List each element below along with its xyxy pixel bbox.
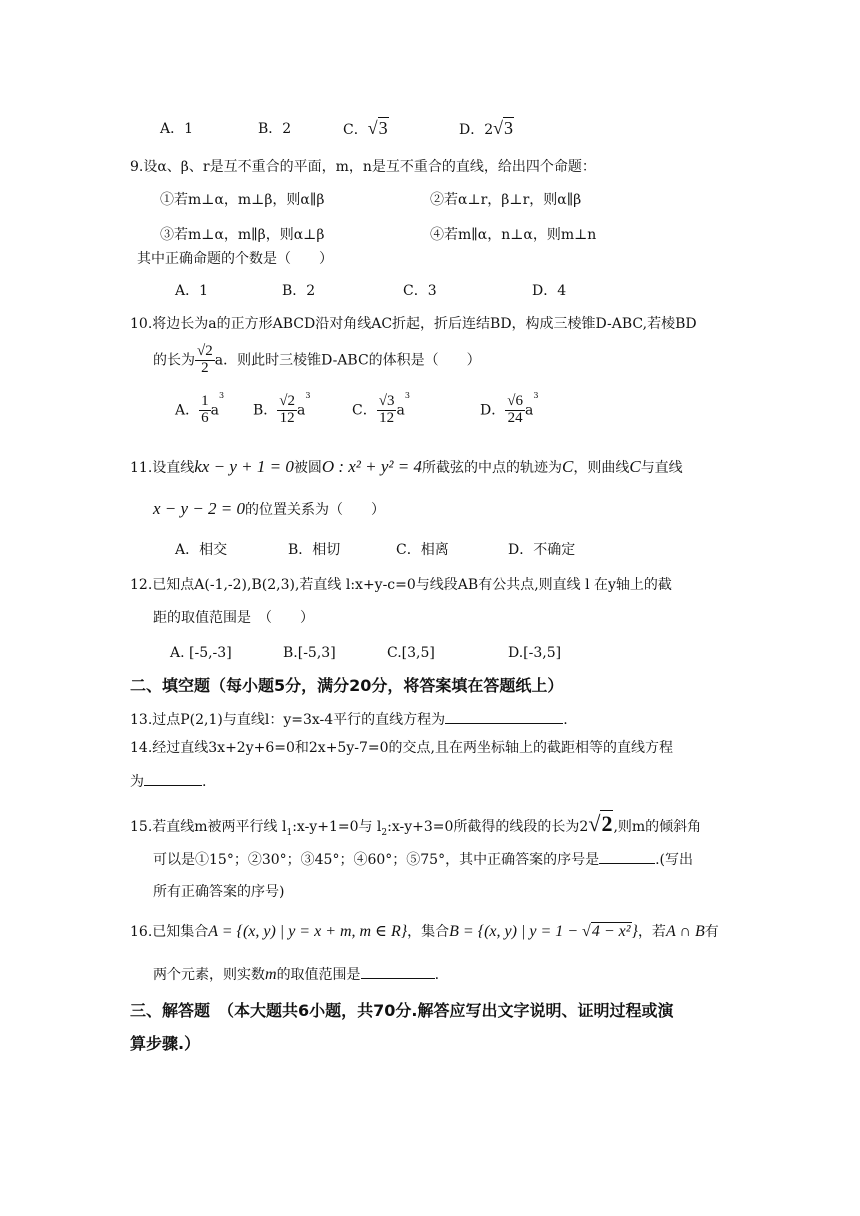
q12-option-c: C.[3,5] <box>387 645 435 661</box>
q16-stem-line1: 16.已知集合A = {(x, y) | y = x + m, m ∈ R}，集合B = {(x, y) | y = 1 − √4 − x²}，若A ∩ B有 <box>130 923 719 940</box>
q13-stem: 13.过点P(2,1)与直线l：y=3x-4平行的直线方程为 . <box>130 712 568 728</box>
q14-stem-line1: 14.经过直线3x+2y+6=0和2x+5y-7=0的交点,且在两坐标轴上的截距相等的直线方程 <box>130 740 673 756</box>
q8-option-b: B．2 <box>258 121 292 137</box>
q10-option-a: A． $\frac{1}{6}$ $a^3$ <box>175 391 225 426</box>
q10-option-b: B． $\frac{√2}{12}$ $a^3$ <box>253 391 311 426</box>
q9-option-d: D．4 <box>532 283 567 299</box>
q12-stem-line2: 距的取值范围是 （ ） <box>153 610 314 626</box>
section-3-heading-line1: 三、解答题 （本大题共6小题，共70分.解答应写出文字说明、证明过程或演 <box>130 1001 674 1020</box>
q10-option-c: C． $\frac{√3}{12}$ $a^3$ <box>352 391 410 426</box>
q9-option-c: C．3 <box>403 283 437 299</box>
q11-option-a: A．相交 <box>175 542 228 558</box>
q11-option-b: B．相切 <box>288 542 341 558</box>
q9-proposition-1: ①若m⊥α，m⊥β，则α∥β <box>160 192 325 208</box>
q8-option-d: D．2√3 <box>459 118 514 138</box>
q10-option-d: D． $\frac{√6}{24}$ $a^3$ <box>480 391 539 426</box>
q10-stem-line1: 10.将边长为a的正方形ABCD沿对角线AC折起，折后连结BD，构成三棱锥D-ABC,若棱BD <box>130 316 697 332</box>
q12-option-d: D.[-3,5] <box>508 645 562 661</box>
q10-stem-line2: 的长为 $\frac{√2}{2}$ a．则此时三棱锥D-ABC的体积是（ ） <box>153 343 481 376</box>
q11-option-d: D．不确定 <box>508 542 576 558</box>
section-3-heading-line2: 算步骤.） <box>130 1034 201 1053</box>
q9-proposition-4: ④若m∥α，n⊥α，则m⊥n <box>430 227 597 243</box>
q11-option-c: C．相离 <box>396 542 449 558</box>
q14-stem-line2: 为 . <box>130 774 207 790</box>
q9-proposition-3: ③若m⊥α，m∥β，则α⊥β <box>160 227 325 243</box>
q9-option-b: B．2 <box>282 283 316 299</box>
q9-question: 其中正确命题的个数是（ ） <box>137 251 333 267</box>
q12-option-b: B.[-5,3] <box>283 645 336 661</box>
q12-stem-line1: 12.已知点A(-1,-2),B(2,3),若直线 l:x+y-c=0与线段AB有公共点,则直线 l 在y轴上的截 <box>130 577 672 593</box>
q15-stem-line2: 可以是①15°；②30°；③45°；④60°；⑤75°，其中正确答案的序号是 .(写出 <box>153 852 693 868</box>
q15-stem-line3: 所有正确答案的序号) <box>153 884 285 900</box>
q9-proposition-2: ②若α⊥r，β⊥r，则α∥β <box>430 192 582 208</box>
q9-option-a: A．1 <box>175 283 209 299</box>
q15-stem-line1: 15.若直线m被两平行线 $l_1:x-y+1=0$与 $l_2:x-y+3=0$所截得的线段的长为2√2,则m的倾斜角 <box>130 811 702 838</box>
q10-length-fraction: $\frac{√2}{2}$ <box>197 343 213 376</box>
section-2-heading: 二、填空题（每小题5分，满分20分，将答案填在答题纸上） <box>130 676 564 695</box>
q9-stem: 9.设α、β、r是互不重合的平面，m，n是互不重合的直线，给出四个命题： <box>130 159 596 175</box>
q8-option-a: A．1 <box>160 121 194 137</box>
q11-stem-line1: 11.设直线kx − y + 1 = 0被圆O : x² + y² = 4所截弦的中点的轨迹为C，则曲线C与直线 <box>130 457 683 476</box>
q12-option-a: A. [-5,-3] <box>170 645 232 661</box>
q11-stem-line2: x − y − 2 = 0的位置关系为（ ） <box>153 499 386 518</box>
q8-option-c: C．√3 <box>343 118 388 138</box>
q16-stem-line2: 两个元素，则实数m的取值范围是 . <box>153 966 440 983</box>
